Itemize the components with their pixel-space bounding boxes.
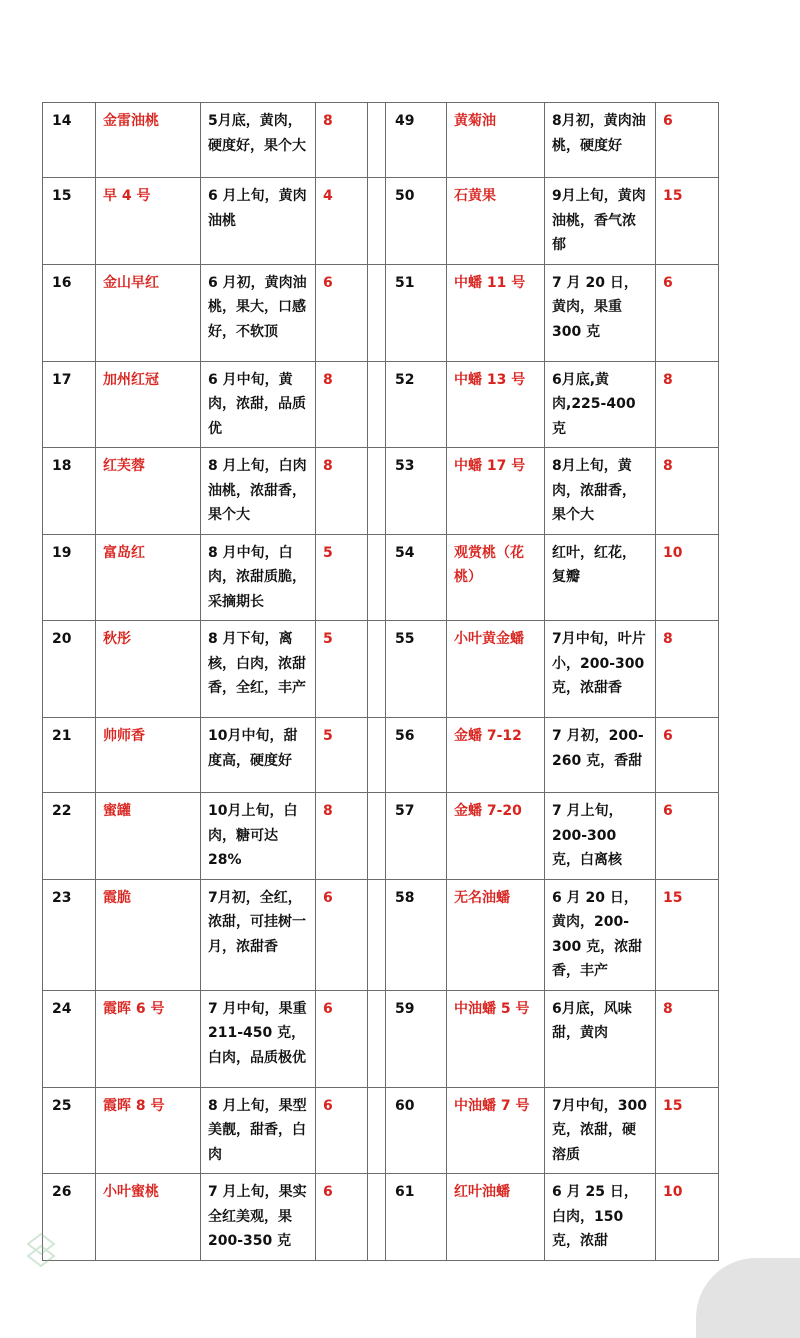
table-row	[43, 621, 719, 718]
column-separator	[368, 448, 386, 535]
left-variety-quantity: 4	[316, 178, 368, 265]
column-separator	[368, 178, 386, 265]
right-variety-number: 50	[386, 178, 447, 265]
right-variety-description: 7月中旬，300 克，浓甜，硬溶质	[545, 1087, 656, 1174]
left-variety-name: 红芙蓉	[96, 448, 201, 535]
column-separator	[368, 879, 386, 990]
column-separator	[368, 264, 386, 361]
right-variety-quantity: 6	[656, 264, 719, 361]
right-variety-name: 中蟠 13 号	[447, 361, 545, 448]
left-variety-description: 8 月下旬，离核，白肉，浓甜香，全红，丰产	[201, 621, 316, 718]
right-variety-number: 49	[386, 103, 447, 178]
left-variety-number: 23	[43, 879, 96, 990]
right-variety-name: 无名油蟠	[447, 879, 545, 990]
right-variety-name: 金蟠 7-20	[447, 793, 545, 880]
left-variety-name: 蜜罐	[96, 793, 201, 880]
right-variety-description: 6月底,黄肉,225-400 克	[545, 361, 656, 448]
right-variety-quantity: 15	[656, 1087, 719, 1174]
left-variety-name: 帅师香	[96, 718, 201, 793]
right-variety-description: 8月上旬，黄肉，浓甜香，果个大	[545, 448, 656, 535]
right-variety-name: 黄菊油	[447, 103, 545, 178]
right-variety-name: 中蟠 11 号	[447, 264, 545, 361]
left-variety-number: 21	[43, 718, 96, 793]
left-variety-quantity: 8	[316, 448, 368, 535]
corner-decoration	[696, 1258, 800, 1338]
column-separator	[368, 793, 386, 880]
left-variety-description: 8 月上旬，果型美靓，甜香，白肉	[201, 1087, 316, 1174]
right-variety-name: 观赏桃（花桃）	[447, 534, 545, 621]
right-variety-number: 56	[386, 718, 447, 793]
right-variety-quantity: 8	[656, 448, 719, 535]
left-variety-quantity: 6	[316, 264, 368, 361]
left-variety-number: 18	[43, 448, 96, 535]
column-separator	[368, 534, 386, 621]
table-row	[43, 448, 719, 535]
left-variety-name: 霞脆	[96, 879, 201, 990]
left-variety-name: 富岛红	[96, 534, 201, 621]
left-variety-number: 24	[43, 990, 96, 1087]
table-row	[43, 990, 719, 1087]
left-variety-quantity: 8	[316, 103, 368, 178]
right-variety-quantity: 8	[656, 621, 719, 718]
left-variety-quantity: 5	[316, 534, 368, 621]
table-row	[43, 103, 719, 178]
column-separator	[368, 990, 386, 1087]
left-variety-quantity: 5	[316, 718, 368, 793]
right-variety-name: 红叶油蟠	[447, 1174, 545, 1261]
column-separator	[368, 621, 386, 718]
left-variety-name: 秋彤	[96, 621, 201, 718]
table-row	[43, 793, 719, 880]
right-variety-quantity: 6	[656, 718, 719, 793]
left-variety-quantity: 6	[316, 879, 368, 990]
right-variety-description: 红叶，红花，复瓣	[545, 534, 656, 621]
right-variety-number: 57	[386, 793, 447, 880]
left-variety-quantity: 6	[316, 990, 368, 1087]
right-variety-quantity: 10	[656, 534, 719, 621]
right-variety-description: 8月初，黄肉油桃，硬度好	[545, 103, 656, 178]
column-separator	[368, 1174, 386, 1261]
left-variety-description: 10月中旬，甜度高，硬度好	[201, 718, 316, 793]
left-variety-number: 14	[43, 103, 96, 178]
right-variety-name: 小叶黄金蟠	[447, 621, 545, 718]
column-separator	[368, 103, 386, 178]
left-variety-name: 霞晖 8 号	[96, 1087, 201, 1174]
left-variety-number: 16	[43, 264, 96, 361]
right-variety-number: 58	[386, 879, 447, 990]
right-variety-description: 6月底，风味甜，黄肉	[545, 990, 656, 1087]
table-row	[43, 534, 719, 621]
left-variety-number: 22	[43, 793, 96, 880]
left-variety-description: 7 月上旬，果实全红美观，果 200-350 克	[201, 1174, 316, 1261]
left-variety-number: 26	[43, 1174, 96, 1261]
right-variety-quantity: 15	[656, 178, 719, 265]
right-variety-quantity: 15	[656, 879, 719, 990]
left-variety-number: 17	[43, 361, 96, 448]
left-variety-name: 加州红冠	[96, 361, 201, 448]
right-variety-quantity: 8	[656, 990, 719, 1087]
right-variety-number: 61	[386, 1174, 447, 1261]
right-variety-description: 9月上旬，黄肉油桃，香气浓郁	[545, 178, 656, 265]
column-separator	[368, 1087, 386, 1174]
right-variety-quantity: 8	[656, 361, 719, 448]
left-variety-number: 20	[43, 621, 96, 718]
table-row	[43, 1087, 719, 1174]
left-variety-description: 6 月中旬，黄肉，浓甜，品质优	[201, 361, 316, 448]
table-row	[43, 361, 719, 448]
right-variety-name: 中油蟠 7 号	[447, 1087, 545, 1174]
left-variety-number: 25	[43, 1087, 96, 1174]
column-separator	[368, 718, 386, 793]
left-variety-name: 小叶蜜桃	[96, 1174, 201, 1261]
left-variety-description: 7 月中旬，果重 211-450 克，白肉，品质极优	[201, 990, 316, 1087]
right-variety-number: 53	[386, 448, 447, 535]
right-variety-name: 金蟠 7-12	[447, 718, 545, 793]
left-variety-description: 8 月中旬，白肉，浓甜质脆，采摘期长	[201, 534, 316, 621]
left-variety-description: 6 月上旬，黄肉油桃	[201, 178, 316, 265]
left-variety-name: 早 4 号	[96, 178, 201, 265]
right-variety-number: 52	[386, 361, 447, 448]
variety-table	[42, 102, 719, 1261]
left-variety-number: 19	[43, 534, 96, 621]
table-row	[43, 178, 719, 265]
right-variety-name: 中油蟠 5 号	[447, 990, 545, 1087]
right-variety-quantity: 6	[656, 793, 719, 880]
right-variety-name: 石黄果	[447, 178, 545, 265]
left-variety-description: 7月初，全红，浓甜，可挂树一月，浓甜香	[201, 879, 316, 990]
right-variety-quantity: 6	[656, 103, 719, 178]
column-separator	[368, 361, 386, 448]
leaf-logo-icon	[26, 1232, 56, 1272]
right-variety-description: 7 月 20 日，黄肉，果重 300 克	[545, 264, 656, 361]
left-variety-name: 金雷油桃	[96, 103, 201, 178]
right-variety-description: 7 月上旬，200-300 克，白离核	[545, 793, 656, 880]
left-variety-number: 15	[43, 178, 96, 265]
right-variety-description: 6 月 20 日，黄肉，200-300 克，浓甜香，丰产	[545, 879, 656, 990]
right-variety-description: 6 月 25 日，白肉，150 克，浓甜	[545, 1174, 656, 1261]
table-row	[43, 1174, 719, 1261]
right-variety-number: 59	[386, 990, 447, 1087]
right-variety-name: 中蟠 17 号	[447, 448, 545, 535]
table-row	[43, 718, 719, 793]
left-variety-description: 6 月初，黄肉油桃，果大，口感好，不软顶	[201, 264, 316, 361]
left-variety-name: 霞晖 6 号	[96, 990, 201, 1087]
right-variety-number: 60	[386, 1087, 447, 1174]
right-variety-description: 7月中旬，叶片小，200-300 克，浓甜香	[545, 621, 656, 718]
left-variety-name: 金山早红	[96, 264, 201, 361]
left-variety-description: 10月上旬，白肉，糖可达 28%	[201, 793, 316, 880]
left-variety-quantity: 6	[316, 1174, 368, 1261]
table-row	[43, 264, 719, 361]
right-variety-number: 55	[386, 621, 447, 718]
left-variety-quantity: 8	[316, 361, 368, 448]
right-variety-description: 7 月初，200-260 克，香甜	[545, 718, 656, 793]
left-variety-description: 5月底，黄肉，硬度好，果个大	[201, 103, 316, 178]
right-variety-number: 51	[386, 264, 447, 361]
left-variety-quantity: 8	[316, 793, 368, 880]
right-variety-number: 54	[386, 534, 447, 621]
left-variety-quantity: 5	[316, 621, 368, 718]
right-variety-quantity: 10	[656, 1174, 719, 1261]
left-variety-quantity: 6	[316, 1087, 368, 1174]
table-row	[43, 879, 719, 990]
left-variety-description: 8 月上旬，白肉油桃，浓甜香，果个大	[201, 448, 316, 535]
